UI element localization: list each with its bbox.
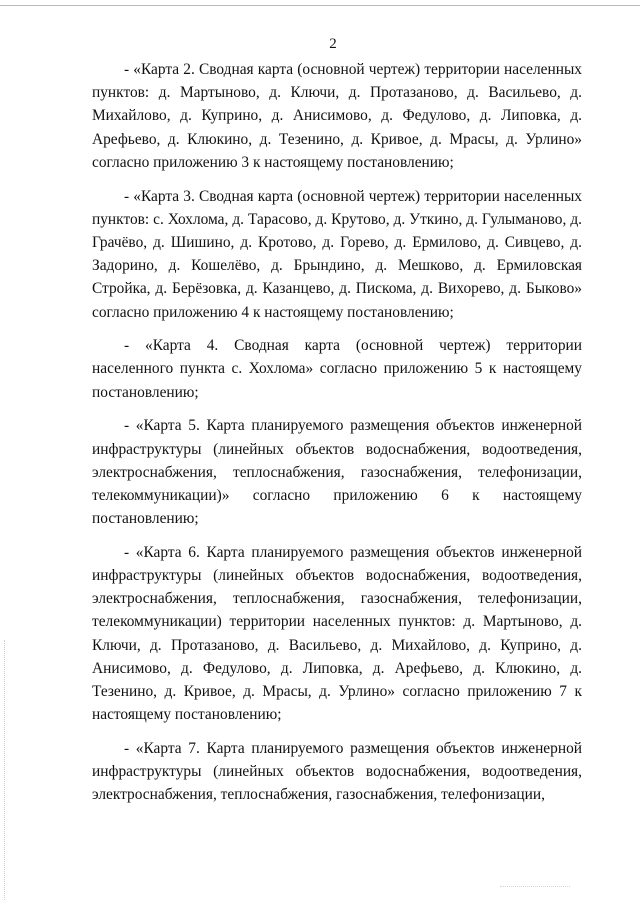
- paragraph-map-5: - «Карта 5. Карта планируемого размещения объектов инженерной инфраструктуры (линейных объектов водоснабжения, водоотведения, электроснабжения, теплоснабжения, газоснабжения, телефонизации, телекоммуникации)» согласно приложению 6 к настоящему постановлению;: [92, 417, 582, 528]
- paragraph-map-6: - «Карта 6. Карта планируемого размещения объектов инженерной инфраструктуры (линейных объектов водоснабжения, водоотведения, электроснабжения, теплоснабжения, газоснабжения, телефонизации, телекоммуникации) территории населенных пунктов: д. Мартыново, д. Ключи, д. Протазаново, д. Васильево, д. Михайлово, д. Куприно, д. Анисимово, д. Федулово, д. Липовка, д. Арефьево, д. Клюкино, д. Тезенино, д. Кривое, д. Мрасы, д. Урлино» согласно приложению 7 к настоящему постановлению;: [92, 543, 582, 724]
- paragraph-map-3: - «Карта 3. Сводная карта (основной чертеж) территории населенных пунктов: с. Хохлома, д. Тарасово, д. Крутово, д. Уткино, д. Гулыманово, д. Грачёво, д. Шишино, д. Кротово, д. Горево, д. Ермилово, д. Сивцево, д. Задорино, д. Кошелёво, д. Брындино, д. Мешково, д. Ермиловская Стройка, д. Берёзовка, д. Казанцево, д. Пискома, д. Вихорево, д. Быково» согласно приложению 4 к настоящему постановлению;: [92, 187, 582, 321]
- document-page: [92, 34, 582, 807]
- paragraph-map-7: - «Карта 7. Карта планируемого размещения объектов инженерной инфраструктуры (линейных объектов водоснабжения, водоотведения, электроснабжения, теплоснабжения, газоснабжения, телефонизации,: [92, 739, 582, 804]
- page-number: 2: [329, 36, 337, 52]
- scan-bottom-specks: [500, 886, 570, 887]
- paragraph-map-2: - «Карта 2. Сводная карта (основной чертеж) территории населенных пунктов: д. Мартыново, д. Ключи, д. Протазаново, д. Васильево, д. Михайлово, д. Куприно, д. Анисимово, д. Федулово, д. Липовка, д. Арефьево, д. Клюкино, д. Тезенино, д. Кривое, д. Мрасы, д. Урлино» согласно приложению 3 к настоящему постановлению;: [92, 61, 582, 171]
- scan-top-edge-line: [0, 5, 640, 6]
- scan-margin-specks: [4, 640, 6, 900]
- paragraph-map-4: - «Карта 4. Сводная карта (основной чертеж) территории населенного пункта с. Хохлома» согласно приложению 5 к настоящему постановлению;: [92, 337, 582, 401]
